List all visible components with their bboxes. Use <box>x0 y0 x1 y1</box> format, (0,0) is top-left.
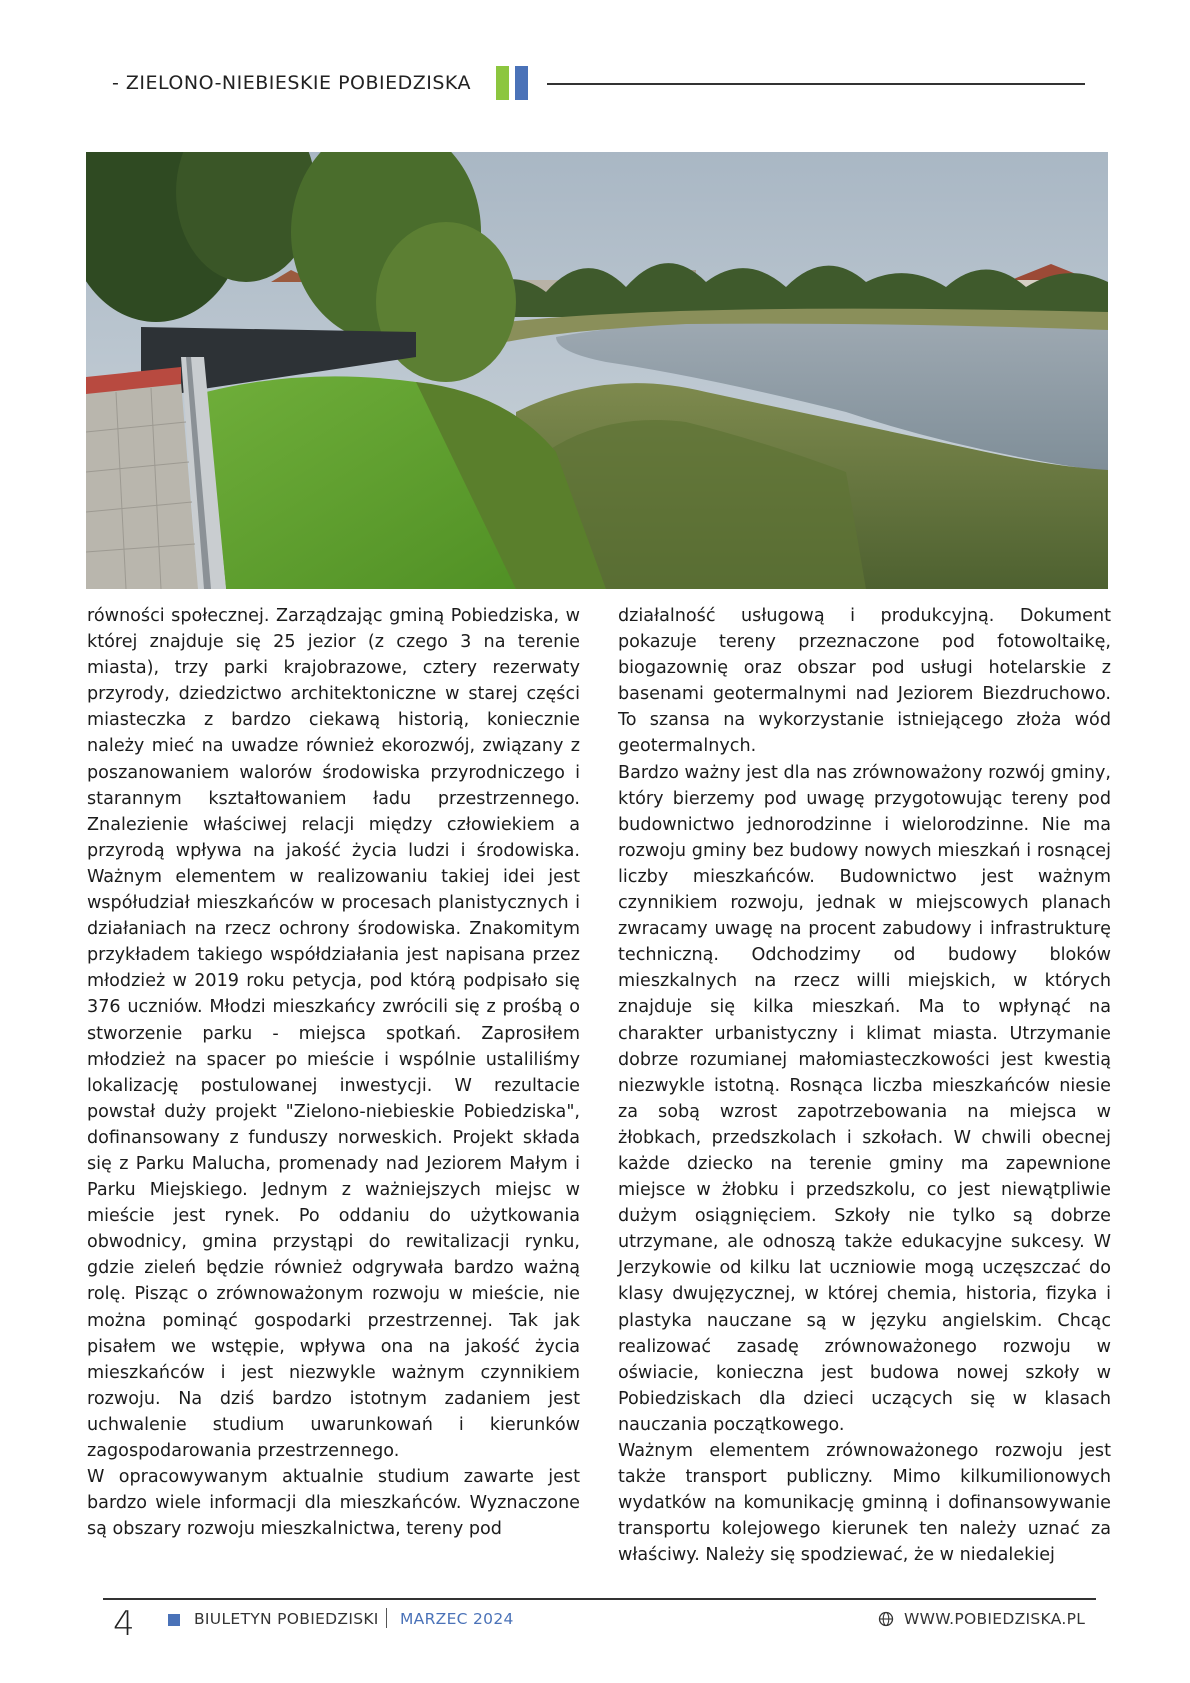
article-paragraph: Ważnym elementem zrównoważonego rozwoju jest także transport publiczny. Mimo kilkumilionowych wydatków na komunikację gminną i dofinansowywanie transportu kolejowego kierunek ten należy uznać za właściwy. Należy się spodziewać, że w niedalekiej <box>618 1441 1111 1566</box>
footer-square-marker <box>168 1614 180 1626</box>
footer-rule <box>103 1598 1096 1600</box>
header-accent-green-bar <box>496 66 509 100</box>
website-link[interactable]: WWW.POBIEDZISKA.PL <box>904 1610 1086 1628</box>
article-paragraph: równości społecznej. Zarządzając gminą Pobiedziska, w której znajduje się 25 jezior (z czego 3 na terenie miasta), trzy parki krajobrazowe, cztery rezerwaty przyrody, dziedzictwo architektoniczne w starej części miasteczka z bardzo ciekawą historią, koniecznie należy mieć na uwadze również ekorozwój, związany z poszanowaniem walorów środowiska przyrodniczego i starannym kształtowaniem ładu przestrzennego. Znalezienie właściwej relacji między człowiekiem a przyrodą wpływa na jakość życia ludzi i środowiska. Ważnym elementem w realizowaniu takiej idei jest współudział mieszkańców w procesach planistycznych i działaniach na rzecz ochrony środowiska. Znakomitym przykładem takiego współdziałania jest napisana przez młodzież w 2019 roku petycja, pod którą podpisało się 376 uczniów. Młodzi mieszkańcy zwrócili się z prośbą o stworzenie parku - miejsca spotkań. Zaprosiłem młodzież na spacer po mieście i wspólnie ustaliliśmy lokalizację postulowanej inwestycji. W rezultacie powstał duży projekt "Zielono-niebieskie Pobiedziska", dofinansowany z funduszy norweskich. Projekt składa się z Parku Malucha, promenady nad Jeziorem Małym i Parku Miejskiego. Jednym z ważniejszych miejsc w mieście jest rynek. Po oddaniu do użytkowania obwodnicy, gmina przystąpi do rewitalizacji rynku, gdzie zieleń będzie również odgrywała bardzo ważną rolę. Pisząc o zrównoważonym rozwoju w mieście, nie można pominąć gospodarki przestrzennej. Tak jak pisałem we wstępie, wpływa ona na jakość życia mieszkańców i jest niezwykle ważnym czynnikiem rozwoju. Na dziś bardzo istotnym zadaniem jest uchwalenie studium uwarunkowań i kierunków zagospodarowania przestrzennego. <box>87 606 580 1461</box>
publication-name: BIULETYN POBIEDZISKI <box>194 1610 379 1628</box>
header-title: - ZIELONO-NIEBIESKIE POBIEDZISKA <box>112 72 472 94</box>
page-number: 4 <box>113 1604 135 1644</box>
article-left-column <box>87 603 580 1542</box>
issue-date: MARZEC 2024 <box>400 1610 514 1628</box>
header-accent-blue-bar <box>515 66 528 100</box>
article-paragraph: działalność usługową i produkcyjną. Dokument pokazuje tereny przeznaczone pod fotowoltaikę, biogazownię oraz obszar pod usługi hotelarskie z basenami geotermalnymi nad Jeziorem Biezdruchowo. To szansa na wykorzystanie istniejącego złoża wód geotermalnych. <box>618 606 1111 757</box>
lake-promenade-photo <box>86 152 1108 589</box>
article-paragraph: W opracowywanym aktualnie studium zawarte jest bardzo wiele informacji dla mieszkańców. Wyznaczone są obszary rozwoju mieszkalnictwa, tereny pod <box>87 1467 580 1540</box>
article-right-column <box>618 603 1111 1568</box>
globe-icon <box>878 1611 894 1627</box>
header-rule <box>547 83 1085 85</box>
footer-separator <box>386 1608 387 1628</box>
article-paragraph: Bardzo ważny jest dla nas zrównoważony rozwój gminy, który bierzemy pod uwagę przygotowując tereny pod budownictwo jednorodzinne i wielorodzinne. Nie ma rozwoju gminy bez budowy nowych mieszkań i rosnącej liczby mieszkańców. Budownictwo jest ważnym czynnikiem rozwoju, jednak w miejscowych planach zwracamy uwagę na procent zabudowy i infrastrukturę techniczną. Odchodzimy od budowy bloków mieszkalnych na rzecz willi miejskich, w których znajduje się kilka mieszkań. Ma to wpłynąć na charakter urbanistyczny i klimat miasta. Utrzymanie dobrze rozumianej małomiasteczkowości jest kwestią niezwykle istotną. Rosnąca liczba mieszkańców niesie za sobą wzrost zapotrzebowania na miejsca w żłobkach, przedszkolach i szkołach. W chwili obecnej każde dziecko na terenie gminy ma zapewnione miejsce w żłobku i przedszkolu, co jest niewątpliwie dużym osiągnięciem. Szkoły nie tylko są dobrze utrzymane, ale odnoszą także edukacyjne sukcesy. W Jerzykowie od kilku lat uczniowie mogą uczęszczać do klasy dwujęzycznej, w której chemia, historia, fizyka i plastyka nauczane są w języku angielskim. Chcąc realizować zasadę zrównoważonego rozwoju w oświacie, konieczna jest budowa nowej szkoły w Pobiedziskach dla dzieci uczących się w klasach nauczania początkowego. <box>618 762 1111 1435</box>
